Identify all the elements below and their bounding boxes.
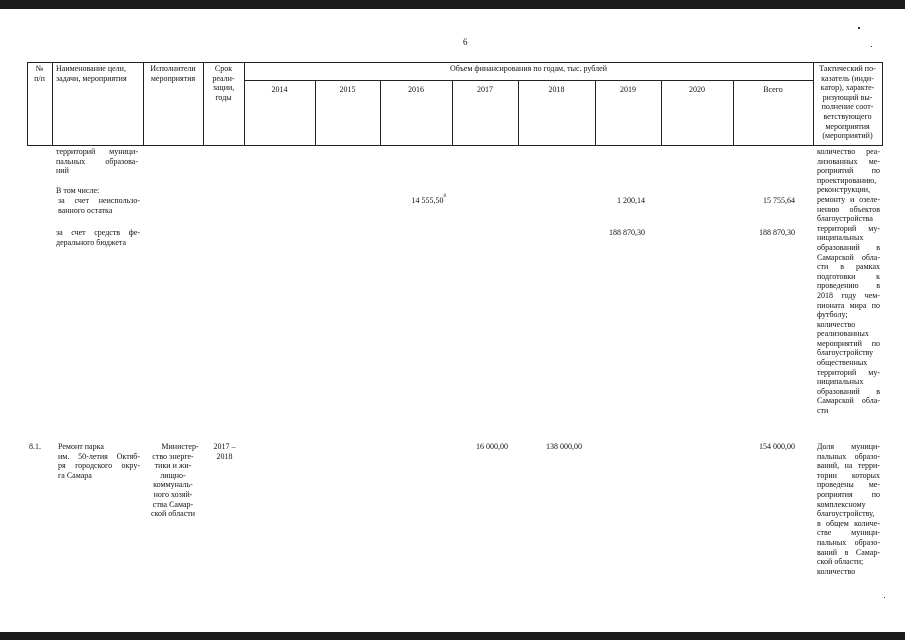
header-total: Всего (763, 85, 783, 94)
page-number: 6 (463, 37, 468, 47)
cont-name-line: ний (56, 166, 69, 176)
indicator-line: футболу; (817, 310, 848, 320)
header-finance: Объем финансирования по годам, тыс. рублей (450, 64, 607, 73)
subrow-label-line: за счет средств фе- (56, 228, 140, 237)
indicator-line: стве муници- (817, 528, 880, 538)
header-year-2014: 2014 (271, 85, 288, 94)
subrow-unused-balance-2016 (380, 196, 446, 206)
cont-name-line: территорий муници- (56, 147, 138, 156)
term-line: 2017 – (213, 442, 236, 451)
indicator-line: ваний в Самар- (817, 547, 880, 557)
indicator-line: Самарской обла- (817, 252, 880, 262)
indicator-line: комплексному (817, 499, 866, 509)
indicator-line: образований в (817, 242, 880, 252)
name-line: Ремонт парка (58, 442, 104, 451)
indicator-line: ремонту и озеле- (817, 194, 880, 204)
row-8-1-executor (143, 442, 203, 519)
subrow-federal-label (56, 228, 140, 247)
name-line: га Самара (58, 470, 92, 480)
indicator-line: сти (817, 406, 829, 416)
subrow-label-line: ванного остатка (58, 205, 113, 215)
finance-subheader-line (244, 80, 813, 81)
header-year-2015: 2015 (339, 85, 356, 94)
indicator-line: нению объектов (817, 204, 880, 214)
header-term: Срок реали- зации, годы (212, 64, 235, 102)
col-line (882, 62, 883, 145)
indicator-line: роприятий по (817, 166, 880, 176)
indicator-line: общественных (817, 358, 868, 368)
value-text: 14 555,50 (411, 196, 444, 205)
indicator-line: 2018 году чем- (817, 290, 880, 300)
indicator-line: подготовки к (817, 271, 880, 281)
subrow-federal-2019: 188 870,30 (609, 228, 645, 237)
executor-line: ство энерге- (152, 451, 194, 461)
header-year-2018: 2018 (548, 85, 565, 94)
row-8-1-total: 154 000,00 (759, 442, 795, 451)
header-num: № п/п (34, 64, 45, 83)
subrow-label-line: дерального бюджета (56, 237, 127, 247)
row-8-1-2017: 16 000,00 (476, 442, 508, 451)
indicator-line: ниципальных (817, 377, 864, 387)
indicator-line: пальных образо- (817, 537, 880, 547)
indicator-line: Доля муници- (817, 442, 880, 451)
indicator-line: лизованных ме- (817, 156, 880, 166)
row-8-1-2018: 138 000,00 (546, 442, 582, 451)
executor-line: ства Самар- (152, 499, 194, 509)
scan-top-border (0, 0, 905, 9)
indicator-line: территорий му- (817, 223, 880, 233)
row-8-1-name (58, 442, 140, 480)
executor-line: Министер- (161, 442, 199, 451)
indicator-line: количество (817, 319, 856, 329)
indicator-line: пионата мира по (817, 300, 880, 310)
indicator-line: ваний, на терри- (817, 461, 880, 471)
header-name: Наименование цели, задачи, мероприятия (56, 64, 127, 83)
indicator-line: сти в рамках (817, 262, 880, 272)
indicator-line: реализованных (817, 329, 869, 339)
indicator-line: реконструкции, (817, 185, 871, 195)
scan-bottom-border (0, 632, 905, 640)
scan-speck (858, 27, 860, 29)
indicator-line: тории которых (817, 470, 880, 480)
row-8-1-indicator (817, 442, 880, 576)
col-line (244, 62, 245, 145)
scan-speck (884, 597, 885, 598)
name-line: им. 50-летия Октяб- (58, 451, 140, 461)
subrow-unused-balance-total: 15 755,64 (763, 196, 795, 205)
cont-indicator (817, 147, 880, 416)
executor-line: коммуналь- (153, 480, 193, 490)
subrow-label-line: за счет неиспользо- (58, 196, 140, 205)
indicator-line: количество реа- (817, 147, 880, 156)
indicator-line: количество (817, 566, 856, 576)
indicator-line: проведению в (817, 281, 880, 291)
subrow-federal-total: 188 870,30 (759, 228, 795, 237)
indicator-line: в общем количе- (817, 518, 880, 528)
col-line (52, 62, 53, 145)
executor-line: ного хозяй- (153, 489, 193, 499)
header-year-2020: 2020 (689, 85, 705, 94)
header-executors: Исполнители мероприятия (150, 64, 196, 83)
indicator-line: благоустройству, (817, 509, 875, 519)
indicator-line: роприятия по (817, 489, 880, 499)
indicator-line: благоустройству (817, 348, 874, 358)
indicator-line: мероприятий по (817, 338, 880, 348)
header-indicator: Тактический по- казатель (инди- катор), характе- ризующий вы- полнение соот- ветствующего мероприятия (мероприятий) (819, 64, 876, 141)
indicator-line: ской области; (817, 557, 864, 567)
cont-name-line: пальных образова- (56, 156, 138, 166)
indicator-line: благоустройства (817, 214, 873, 224)
table-top-line (27, 62, 883, 63)
scan-speck (871, 46, 872, 47)
name-line: ря городского окру- (58, 461, 140, 471)
indicator-line: территорий му- (817, 367, 880, 377)
header-year-2017: 2017 (477, 85, 493, 94)
row-8-1-term (205, 442, 244, 461)
row-8-1-number: 8.1. (29, 442, 41, 451)
indicator-line: образований в (817, 386, 880, 396)
indicator-line: ниципальных (817, 233, 864, 243)
header-year-2019: 2019 (620, 85, 636, 94)
executor-line: тики и жи- (154, 461, 192, 471)
footnote-mark: 8 (443, 194, 446, 199)
subrow-including-label: В том числе: (56, 186, 100, 195)
indicator-line: пальных образо- (817, 451, 880, 461)
indicator-line: проведены ме- (817, 480, 880, 490)
executor-line: лищно- (160, 470, 186, 480)
indicator-line: Самарской обла- (817, 396, 880, 406)
header-bottom-line (27, 145, 883, 146)
indicator-line: проектированию, (817, 175, 877, 185)
executor-line: ской области (150, 509, 196, 519)
cont-name (56, 147, 138, 176)
subrow-unused-balance-label (58, 196, 140, 215)
term-line: 2018 (216, 451, 233, 461)
header-year-2016: 2016 (408, 85, 424, 94)
subrow-unused-balance-2019: 1 200,14 (617, 196, 645, 205)
